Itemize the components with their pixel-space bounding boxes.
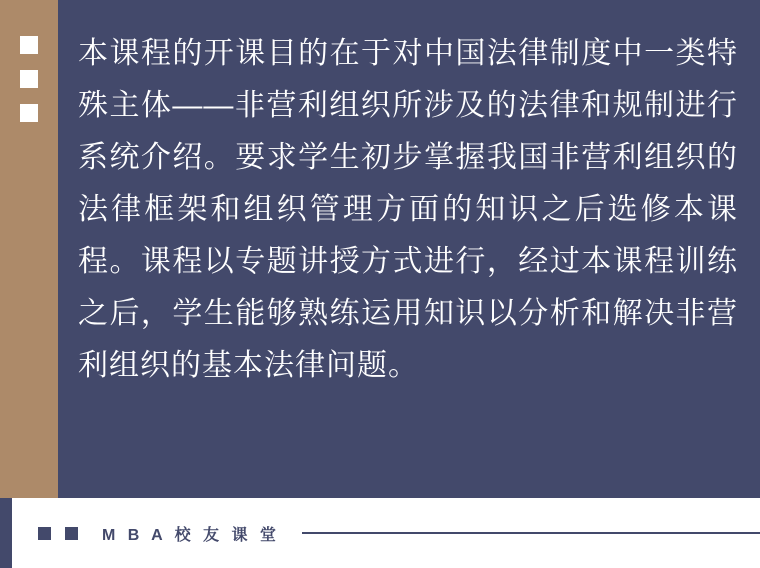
slide-body-text: 本课程的开课目的在于对中国法律制度中一类特殊主体——非营利组织所涉及的法律和规制进行系统介绍。要求学生初步掌握我国非营利组织的法律框架和组织管理方面的知识之后选修本课程。课程以专题讲授方式进行，经过本课程训练之后，学生能够熟练运用知识以分析和解决非营利组织的基本法律问题。 <box>78 37 738 382</box>
footer-square-icon <box>38 527 51 540</box>
footer-left-bar <box>0 498 12 568</box>
footer-square-icon <box>65 527 78 540</box>
decorative-square-icon <box>20 70 38 88</box>
decorative-square-icon <box>20 104 38 122</box>
decorative-square-column <box>20 36 38 122</box>
footer-label: M B A 校 友 课 堂 <box>102 526 280 544</box>
footer-divider-line <box>302 532 760 534</box>
footer-square-group <box>38 527 78 540</box>
decorative-square-icon <box>20 36 38 54</box>
slide-footer <box>0 498 760 568</box>
